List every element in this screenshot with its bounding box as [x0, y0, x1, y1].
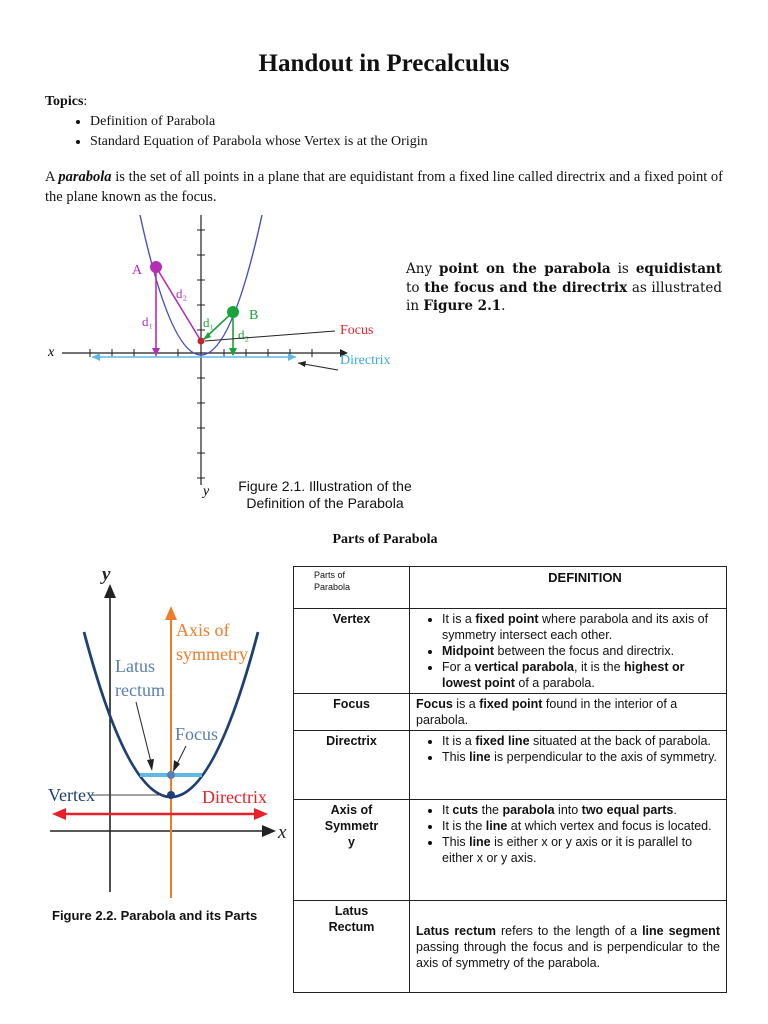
d1-label: d₁ — [142, 314, 154, 329]
topics-list — [60, 112, 428, 152]
def-directrix: • It is a fixed line situated at the back of parabola. • This line is perpendicular to the axis of symmetry. — [410, 731, 727, 800]
page-title: Handout in Precalculus — [258, 50, 510, 77]
focus-label: Focus — [340, 323, 374, 338]
figure-2-2-caption: Figure 2.2. Parabola and its Parts — [52, 908, 258, 923]
x-axis-label: x — [48, 345, 55, 360]
d1b-label: d₁ — [203, 315, 215, 330]
directrix-label: Directrix — [340, 353, 391, 368]
table-head-parts: Parts of Parabola — [294, 567, 410, 609]
figure-2-1-caption: Figure 2.1. Illustration of the Definition of the Parabola — [238, 478, 412, 511]
figure-2-2-diagram — [40, 562, 290, 902]
x-axis-label: x — [278, 822, 287, 843]
def-focus: Focus is a fixed point found in the interior of a parabola. — [410, 694, 727, 731]
topics-heading: Topics: — [45, 94, 88, 109]
focus-label: Focus — [175, 724, 219, 744]
y-axis-label: y — [102, 564, 111, 585]
latus-label-line1: Latus — [115, 656, 155, 676]
term-latus-rectum: Latus Rectum — [294, 901, 410, 993]
term-vertex: Vertex — [294, 609, 410, 694]
parts-heading: Parts of Parabola — [332, 532, 438, 547]
directrix-label: Directrix — [202, 787, 267, 807]
parts-table — [293, 566, 727, 993]
d2b-label: d₂ — [238, 327, 250, 342]
term-focus: Focus — [294, 694, 410, 731]
list-item: • Definition of Parabola — [90, 112, 428, 132]
y-axis-label: y — [203, 484, 210, 499]
parabola-definition: A parabola is the set of all points in a plane that are equidistant from a fixed line called directrix and a fixed point of the plane known as the focus. — [45, 169, 724, 205]
list-item: • Standard Equation of Parabola whose Vertex is at the Origin — [90, 132, 428, 152]
latus-label-line2: rectum — [115, 680, 165, 700]
point-b-label: B — [249, 308, 259, 323]
term-axis-of-symmetry: Axis of Symmetr y — [294, 800, 410, 901]
vertex-label: Vertex — [48, 785, 95, 805]
def-axis-of-symmetry: • It cuts the parabola into two equal parts. • It is the line at which vertex and focus is located. • This line is either x or y axis or it is parallel to either x or y axis. — [410, 800, 727, 901]
term-directrix: Directrix — [294, 731, 410, 800]
figure-2-1-diagram — [40, 210, 410, 500]
d2-label: d₂ — [176, 286, 188, 301]
axis-label-line2: symmetry — [176, 644, 248, 664]
def-vertex: • It is a fixed point where parabola and its axis of symmetry intersect each other. • Midpoint between the focus and directrix. • For a vertical parabola, it is the highest or lowest point of a parabola. — [410, 609, 727, 694]
axis-label-line1: Axis of — [176, 620, 230, 640]
def-latus-rectum: Latus rectum refers to the length of a line segment passing through the focus and is perpendicular to the axis of symmetry of the parabola. — [410, 901, 727, 993]
equidistant-note: Any point on the parabola is equidistant to the focus and the directrix as illustrated in Figure 2.1. — [406, 261, 722, 314]
table-head-definition: DEFINITION — [410, 567, 727, 609]
point-a-label: A — [132, 263, 143, 278]
